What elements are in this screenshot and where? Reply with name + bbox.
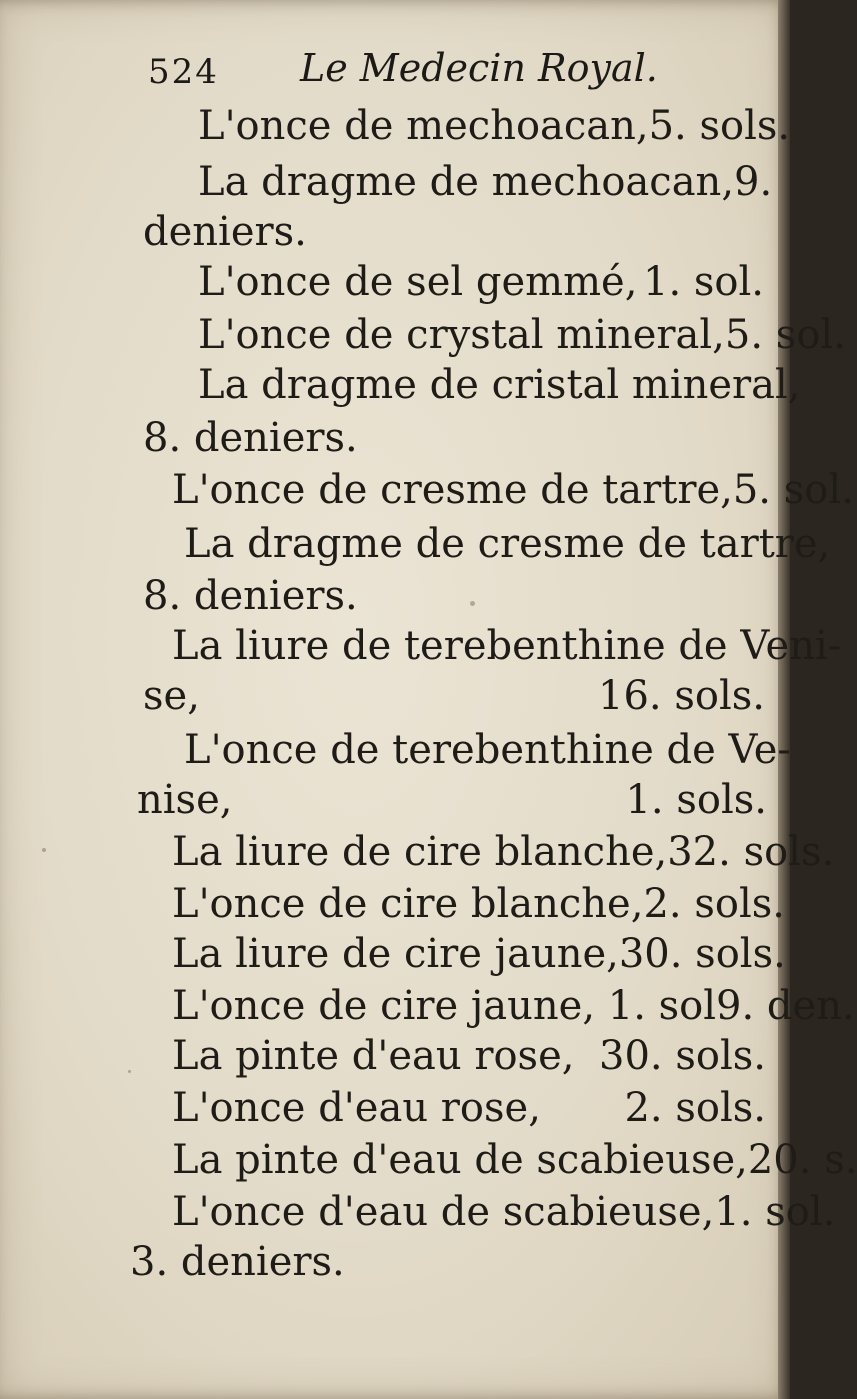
list-item: [172, 1085, 766, 1131]
item-text: L'once de terebenthine de Ve-: [184, 727, 791, 773]
list-item: [198, 312, 846, 358]
item-text: L'once d'eau rose,: [172, 1085, 541, 1131]
item-amount: 9. den.: [716, 983, 855, 1029]
item-text: La pinte d'eau de scabieuse,: [172, 1137, 748, 1183]
item-amount: 1. sols.: [625, 777, 767, 823]
list-item: [172, 1137, 857, 1183]
list-item: [172, 467, 854, 513]
item-amount: 16. sols.: [598, 673, 765, 719]
item-amount: 32. sols.: [667, 829, 835, 875]
item-text: L'once de cresme de tartre,: [172, 467, 733, 513]
item-text: La dragme de cresme de tartre,: [184, 521, 831, 567]
item-text: La liure de terebenthine de Veni-: [172, 623, 842, 669]
list-item: [198, 362, 801, 408]
item-text: L'once de cire jaune, 1. sol: [172, 983, 717, 1029]
item-text: La pinte d'eau rose,: [172, 1033, 575, 1079]
list-item: [143, 415, 763, 461]
page-number: 524: [148, 52, 219, 92]
list-item: [198, 159, 773, 205]
item-text: deniers.: [143, 209, 307, 255]
running-title: Le Medecin Royal.: [300, 46, 658, 90]
list-item: [184, 521, 831, 567]
ink-speck: [128, 1070, 131, 1073]
item-text: La liure de cire jaune,: [172, 931, 619, 977]
list-item: [172, 1189, 836, 1235]
item-amount: 9.: [734, 159, 773, 205]
list-item: [172, 983, 855, 1029]
item-text: La dragme de cristal mineral,: [198, 362, 801, 408]
item-text: L'once de sel gemmé,: [198, 259, 638, 305]
item-amount: 1. sol.: [714, 1189, 836, 1235]
item-text: 8. deniers.: [143, 415, 358, 461]
list-item: [172, 623, 842, 669]
list-item: [130, 1239, 766, 1285]
list-item: [143, 573, 763, 619]
item-text: se,: [143, 673, 200, 719]
item-amount: 30. sols.: [618, 931, 786, 977]
list-item: [143, 209, 763, 255]
item-text: L'once d'eau de scabieuse,: [172, 1189, 715, 1235]
item-amount: 2. sols.: [643, 881, 785, 927]
ink-speck: [42, 848, 46, 852]
list-item: [184, 727, 791, 773]
list-item: [137, 777, 767, 823]
item-amount: 2. sols.: [624, 1085, 766, 1131]
item-amount: 20. s.: [747, 1137, 857, 1183]
list-item: [198, 259, 764, 305]
item-amount: 30. sols.: [599, 1033, 766, 1079]
item-text: 8. deniers.: [143, 573, 358, 619]
item-amount: 1. sol.: [643, 259, 764, 305]
list-item: [172, 931, 786, 977]
item-text: 3. deniers.: [130, 1239, 345, 1285]
list-item: [172, 1033, 766, 1079]
item-amount: 5. sols.: [648, 103, 791, 149]
item-text: La liure de cire blanche,: [172, 829, 668, 875]
item-text: La dragme de mechoacan,: [198, 159, 735, 205]
item-text: nise,: [137, 777, 233, 823]
item-text: L'once de crystal mineral,: [198, 312, 725, 358]
list-item: [198, 103, 791, 149]
list-item: [172, 881, 785, 927]
ink-speck: [470, 601, 475, 606]
item-amount: 5. sol.: [724, 312, 846, 358]
item-text: L'once de mechoacan,: [198, 103, 649, 149]
item-amount: 5. sol.: [732, 467, 854, 513]
list-item: [143, 673, 765, 719]
item-text: L'once de cire blanche,: [172, 881, 644, 927]
list-item: [172, 829, 835, 875]
